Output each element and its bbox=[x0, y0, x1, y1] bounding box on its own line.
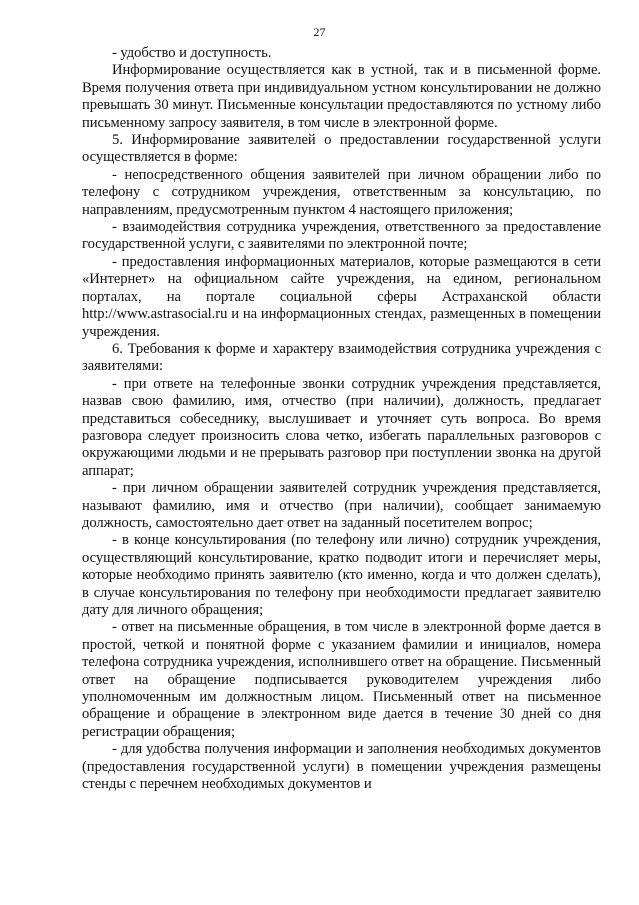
document-body bbox=[82, 45, 601, 793]
paragraph-personal-visit: - при личном обращении заявителей сотрудник учреждения представляется, называют фамилию, имя и отчество (при наличии), сообщает занимаемую должность, самостоятельно дает ответ на заданный посетителем вопрос; bbox=[82, 480, 601, 531]
paragraph-section-5: 5. Информирование заявителей о предоставлении государственной услуги осуществляется в форме: bbox=[82, 132, 601, 166]
paragraph-direct-communication: - непосредственного общения заявителей при личном обращении либо по телефону с сотрудником учреждения, ответственным за консультацию, по направлениям, предусмотренным пунктом 4 настоящего приложения; bbox=[82, 166, 601, 218]
paragraph-email-interaction: - взаимодействия сотрудника учреждения, ответственного за предоставление государственной услуги, с заявителями по электронной почте; bbox=[82, 219, 601, 253]
paragraph-section-6: 6. Требования к форме и характеру взаимодействия сотрудника учреждения с заявителями: bbox=[82, 340, 601, 375]
page-number: 27 bbox=[313, 25, 326, 39]
paragraph-convenience: - удобство и доступность. bbox=[112, 45, 272, 61]
paragraph-written-replies: - ответ на письменные обращения, в том числе в электронной форме дается в простой, четкой и понятной форме с указанием фамилии и инициалов, номера телефона сотрудника учреждения, исполнившего ответ на обращение. Письменный ответ на обращение подписывается руководителем учреждения либо уполномоченным им должностным лицом. Письменный ответ на письменное обращение и обращение в электронном виде дается в течение 30 дней со дня регистрации обращения; bbox=[82, 619, 601, 740]
paragraph-phone-calls: - при ответе на телефонные звонки сотрудник учреждения представляется, назвав свою фамилию, имя, отчество (при наличии), должность, предлагает представиться собеседнику, выслушивает и уточняет суть вопроса. Во время разговора следует произносить слова четко, избегать параллельных разговоров с окружающими людьми и не прерывать разговор при поступлении звонка на другой аппарат; bbox=[82, 375, 601, 479]
paragraph-info-materials: - предоставления информационных материалов, которые размещаются в сети «Интернет» на официальном сайте учреждения, на едином, региональном порталах, на портале социальной сферы Астраханской области http://www.astrasocial.ru и на информационных стендах, размещенных в помещении учреждения. bbox=[82, 253, 601, 340]
paragraph-info-stands: - для удобства получения информации и заполнения необходимых документов (предоставления государственной услуги) в помещении учреждения размещены стенды с перечнем необходимых документов и bbox=[82, 741, 601, 793]
paragraph-informing-forms: Информирование осуществляется как в устной, так и в письменной форме. Время получения ответа при индивидуальном устном консультировании не должно превышать 30 минут. Письменные консультации предоставляются по устному либо письменному запросу заявителя, в том числе в электронной форме. bbox=[82, 62, 601, 131]
paragraph-consultation-end: - в конце консультирования (по телефону или лично) сотрудник учреждения, осуществляющий консультирование, кратко подводит итоги и перечисляет меры, которые необходимо принять заявителю (кто именно, когда и что должен сделать), в случае консультирования по телефону при необходимости предлагает заявителю дату для личного обращения; bbox=[82, 532, 601, 618]
